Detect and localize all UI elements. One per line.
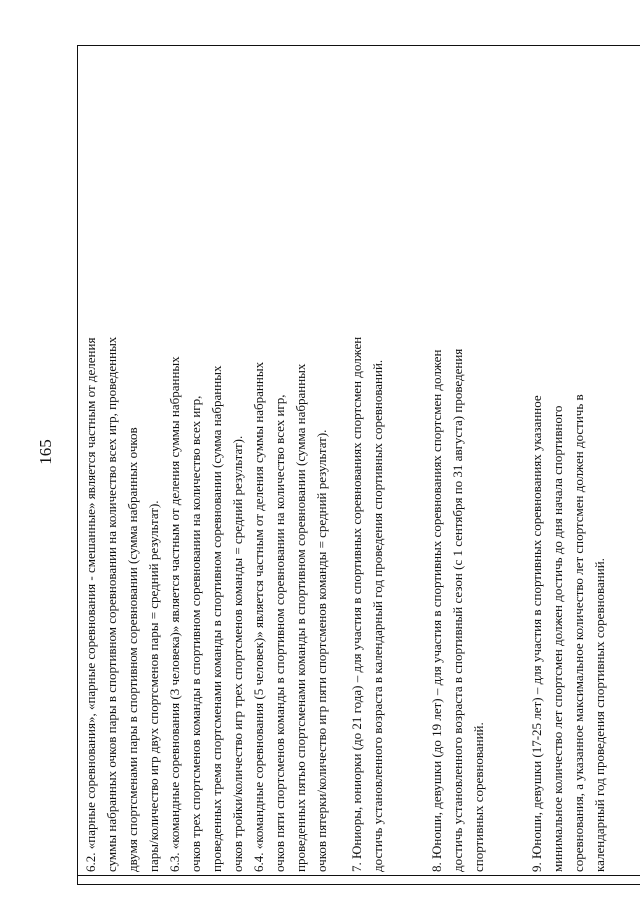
- text-line: календарный год проведения спортивных соревнований.: [592, 558, 607, 872]
- text-line: 8. Юноши, девушки (до 19 лет) – для участия в спортивных соревнованиях спортсмен должен: [429, 349, 444, 872]
- text-line: пары/количество игр двух спортсменов пары = средний результат).: [146, 500, 161, 872]
- text-line: проведенных пятью спортсменами команды в спортивном соревновании (сумма набранных: [293, 363, 308, 872]
- text-line: проведенных тремя спортсменами команды в спортивном соревновании (сумма набранных: [209, 365, 224, 872]
- text-line: 6.4. «командные соревнования (5 человек)» является частным от деления суммы набранных: [251, 361, 266, 872]
- text-line: двумя спортсменами пары в спортивном соревновании (сумма набранных очков: [125, 427, 140, 872]
- text-line: соревнования, а указанное максимальное количество лет спортсмен должен достичь в: [571, 394, 586, 872]
- text-line: 7. Юниоры, юниорки (до 21 года) – для участия в спортивных соревнованиях спортсмен должен: [349, 336, 364, 872]
- rotated-content: [77, 45, 640, 885]
- text-line: суммы набранных очков пары в спортивном соревновании на количество всех игр, проведенных: [104, 336, 119, 872]
- text-line: очков трех спортсменов команды в спортивном соревновании на количество всех игр,: [188, 395, 203, 872]
- page-number: 165: [36, 439, 55, 465]
- regulation-table: [77, 45, 640, 885]
- text-line: 6.2. «парные соревнования», «парные соревнования - смешанные» является частным от деления: [83, 337, 98, 872]
- section-7: [346, 52, 388, 872]
- text-line: 6.3. «командные соревнования (3 человека)» является частным от деления суммы набранных: [167, 356, 182, 872]
- section-6-2: [80, 52, 332, 872]
- table-column-divider: [78, 875, 640, 876]
- text-line: очков пяти спортсменов команды в спортивном соревновании на количество всех игр,: [272, 394, 287, 872]
- section-8: [426, 52, 489, 872]
- text-line: очков пятерки/количество игр пяти спортсменов команды = средний результат).: [314, 429, 329, 872]
- section-9: [526, 52, 610, 872]
- text-line: минимальное количество лет спортсмен должен достичь до дня начала спортивного: [550, 405, 565, 872]
- text-line: спортивных соревнований.: [471, 722, 486, 872]
- text-line: очков тройки/количество игр трех спортсменов команды = средний результат).: [230, 435, 245, 872]
- text-line: 9. Юноши, девушки (17-25 лет) – для участия в спортивных соревнованиях указанное: [529, 395, 544, 872]
- text-line: достичь установленного возраста в спортивный сезон (с 1 сентября по 31 августа) проведения: [450, 348, 465, 872]
- text-line: достичь установленного возраста в календарный год проведения спортивных соревнований.: [370, 359, 385, 872]
